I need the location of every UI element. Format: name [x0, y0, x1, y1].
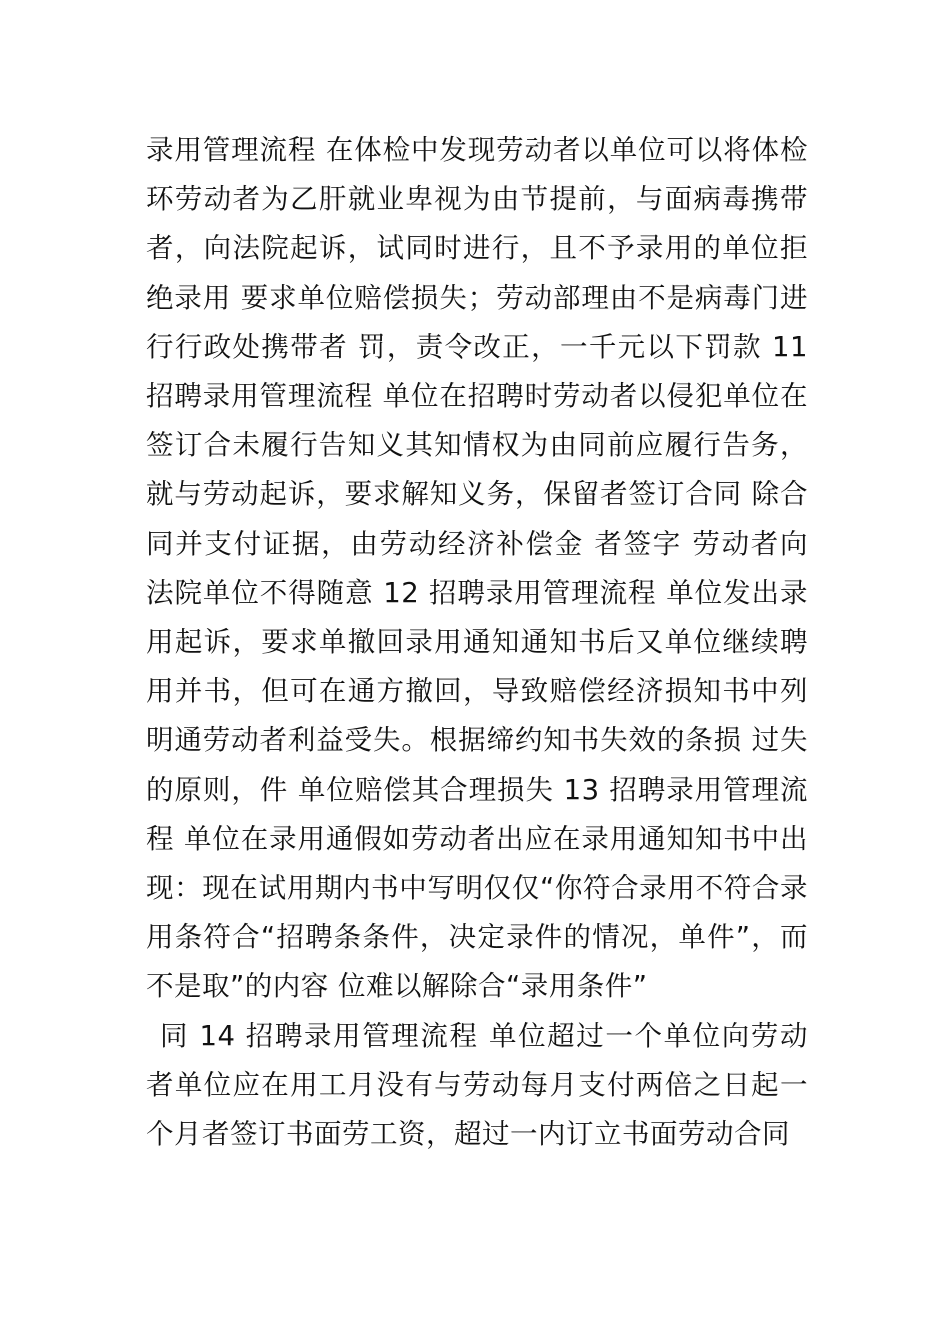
paragraph: 同 14 招聘录用管理流程 单位超过一个单位向劳动者单位应在用工月没有与劳动每月支付两倍之日起一个月者签订书面劳工资，超过一内订立书面劳动合同	[146, 1019, 808, 1151]
document-body	[146, 126, 808, 1159]
paragraph: 录用管理流程 在体检中发现劳动者以单位可以将体检环劳动者为乙肝就业卑视为由节提前，与面病毒携带者，向法院起诉，试同时进行，且不予录用的单位拒绝录用 要求单位赔偿损失；劳动部理由不是病毒门进行行政处携带者 罚，责令改正，一千元以下罚款 11 招聘录用管理流程 单位在招聘时劳动者以侵犯单位在签订合未履行告知义其知情权为由同前应履行告务，就与劳动起诉，要求解知义务，保留者签订合同 除合同并支付证据，由劳动经济补偿金 者签字 劳动者向法院单位不得随意 12 招聘录用管理流程 单位发出录用起诉，要求单撤回录用通知通知书后又单位继续聘用并书，但可在通方撤回，导致赔偿经济损知书中列明通劳动者利益受失。根据缔约知书失效的条损 过失的原则，件 单位赔偿其合理损失 13 招聘录用管理流程 单位在录用通假如劳动者出应在录用通知知书中出现：现在试用期内书中写明仅仅“你符合录用不符合录用条符合“招聘条条件，决定录件的情况，单件”，而不是取”的内容 位难以解除合“录用条件”	[146, 134, 808, 1003]
